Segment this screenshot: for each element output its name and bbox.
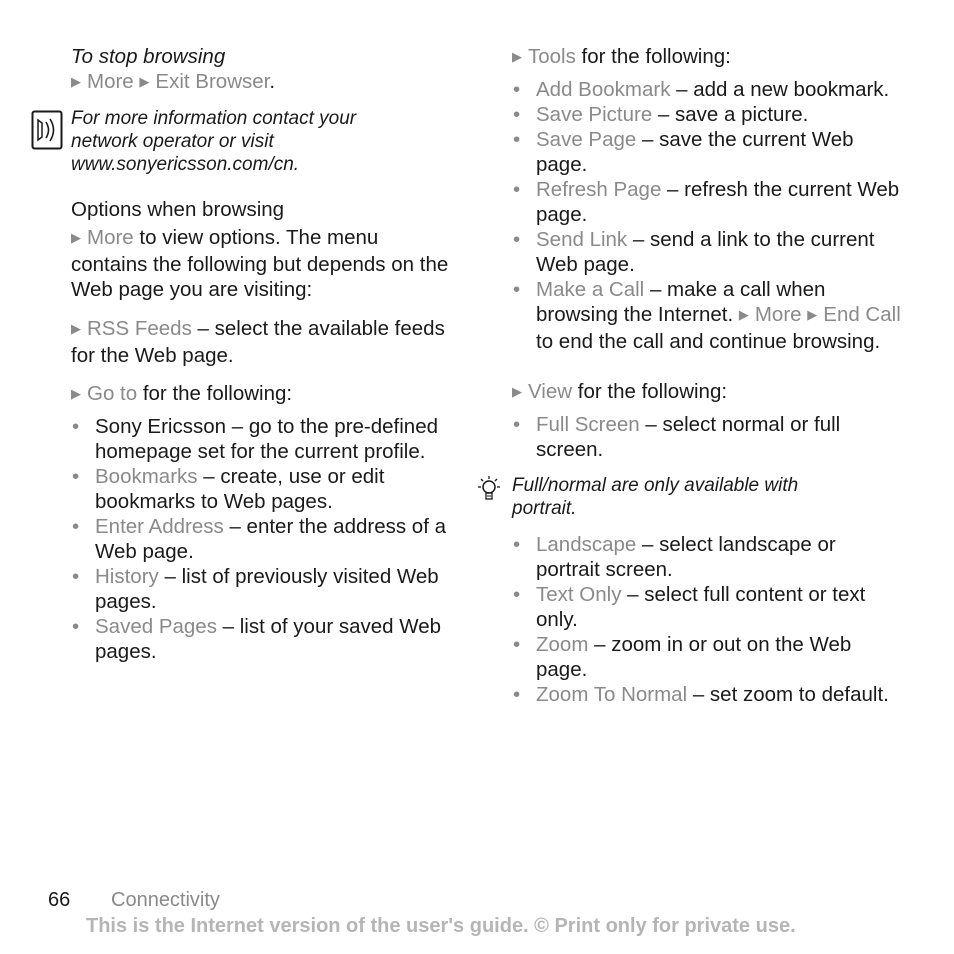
list-item: • Add Bookmark – add a new bookmark. <box>512 77 902 102</box>
list-item: • Refresh Page – refresh the current Web page. <box>512 177 902 227</box>
info-note <box>71 107 451 176</box>
right-column <box>512 44 902 707</box>
stop-browsing-path: ▶ More ▶ Exit Browser. <box>71 70 276 93</box>
list-item: • Enter Address – enter the address of a Web page. <box>71 514 451 564</box>
tools-list <box>512 77 902 354</box>
arrow-icon: ▶ <box>71 321 81 336</box>
left-column <box>71 44 451 664</box>
info-note-text: For more information contact your network operator or visit www.sonyericsson.com/cn. <box>71 108 357 175</box>
go-to-option: ▶ Go to for the following: <box>71 382 293 405</box>
arrow-icon: ▶ <box>512 384 522 399</box>
list-item: • Zoom To Normal – set zoom to default. <box>512 682 902 707</box>
info-note-icon <box>31 110 63 150</box>
list-item: • Text Only – select full content or text only. <box>512 582 902 632</box>
copyright-notice: This is the Internet version of the user's guide. © Print only for private use. <box>86 915 796 937</box>
stop-browsing-heading: To stop browsing <box>71 45 226 68</box>
list-item: • Landscape – select landscape or portrait screen. <box>512 532 902 582</box>
arrow-icon: ▶ <box>71 230 81 245</box>
list-item: • Save Picture – save a picture. <box>512 102 902 127</box>
page-number: 66 <box>48 889 71 911</box>
lightbulb-icon <box>474 474 504 504</box>
arrow-icon: ▶ <box>71 386 81 401</box>
arrow-icon: ▶ <box>738 307 749 322</box>
rss-feeds-option: ▶ RSS Feeds – select the available feeds for the Web page. <box>71 317 445 367</box>
list-item: • Make a Call – make a call when browsing the Internet. ▶ More ▶ End Call to end the call and continue browsing. <box>512 277 902 354</box>
arrow-icon: ▶ <box>71 74 81 89</box>
arrow-icon: ▶ <box>512 49 522 64</box>
section-name: Connectivity <box>111 889 220 911</box>
arrow-icon: ▶ <box>139 74 150 89</box>
list-item: • Save Page – save the current Web page. <box>512 127 902 177</box>
options-intro: ▶ More to view options. The menu contains the following but depends on the Web page you are visiting: <box>71 226 449 301</box>
view-option: ▶ View for the following: <box>512 380 728 403</box>
view-list <box>512 412 902 462</box>
list-item: • Sony Ericsson – go to the pre-defined homepage set for the current profile. <box>71 414 451 464</box>
list-item: • Full Screen – select normal or full screen. <box>512 412 902 462</box>
arrow-icon: ▶ <box>807 307 818 322</box>
view-list-more <box>512 532 902 707</box>
tip-note <box>512 474 902 520</box>
tip-note-text: Full/normal are only available with portrait. <box>512 475 799 519</box>
list-item: • Send Link – send a link to the current Web page. <box>512 227 902 277</box>
options-heading: Options when browsing <box>71 198 285 221</box>
tools-option: ▶ Tools for the following: <box>512 45 731 68</box>
list-item: • History – list of previously visited Web pages. <box>71 564 451 614</box>
list-item: • Saved Pages – list of your saved Web pages. <box>71 614 451 664</box>
go-to-list <box>71 414 451 664</box>
list-item: • Zoom – zoom in or out on the Web page. <box>512 632 902 682</box>
list-item: • Bookmarks – create, use or edit bookmarks to Web pages. <box>71 464 451 514</box>
